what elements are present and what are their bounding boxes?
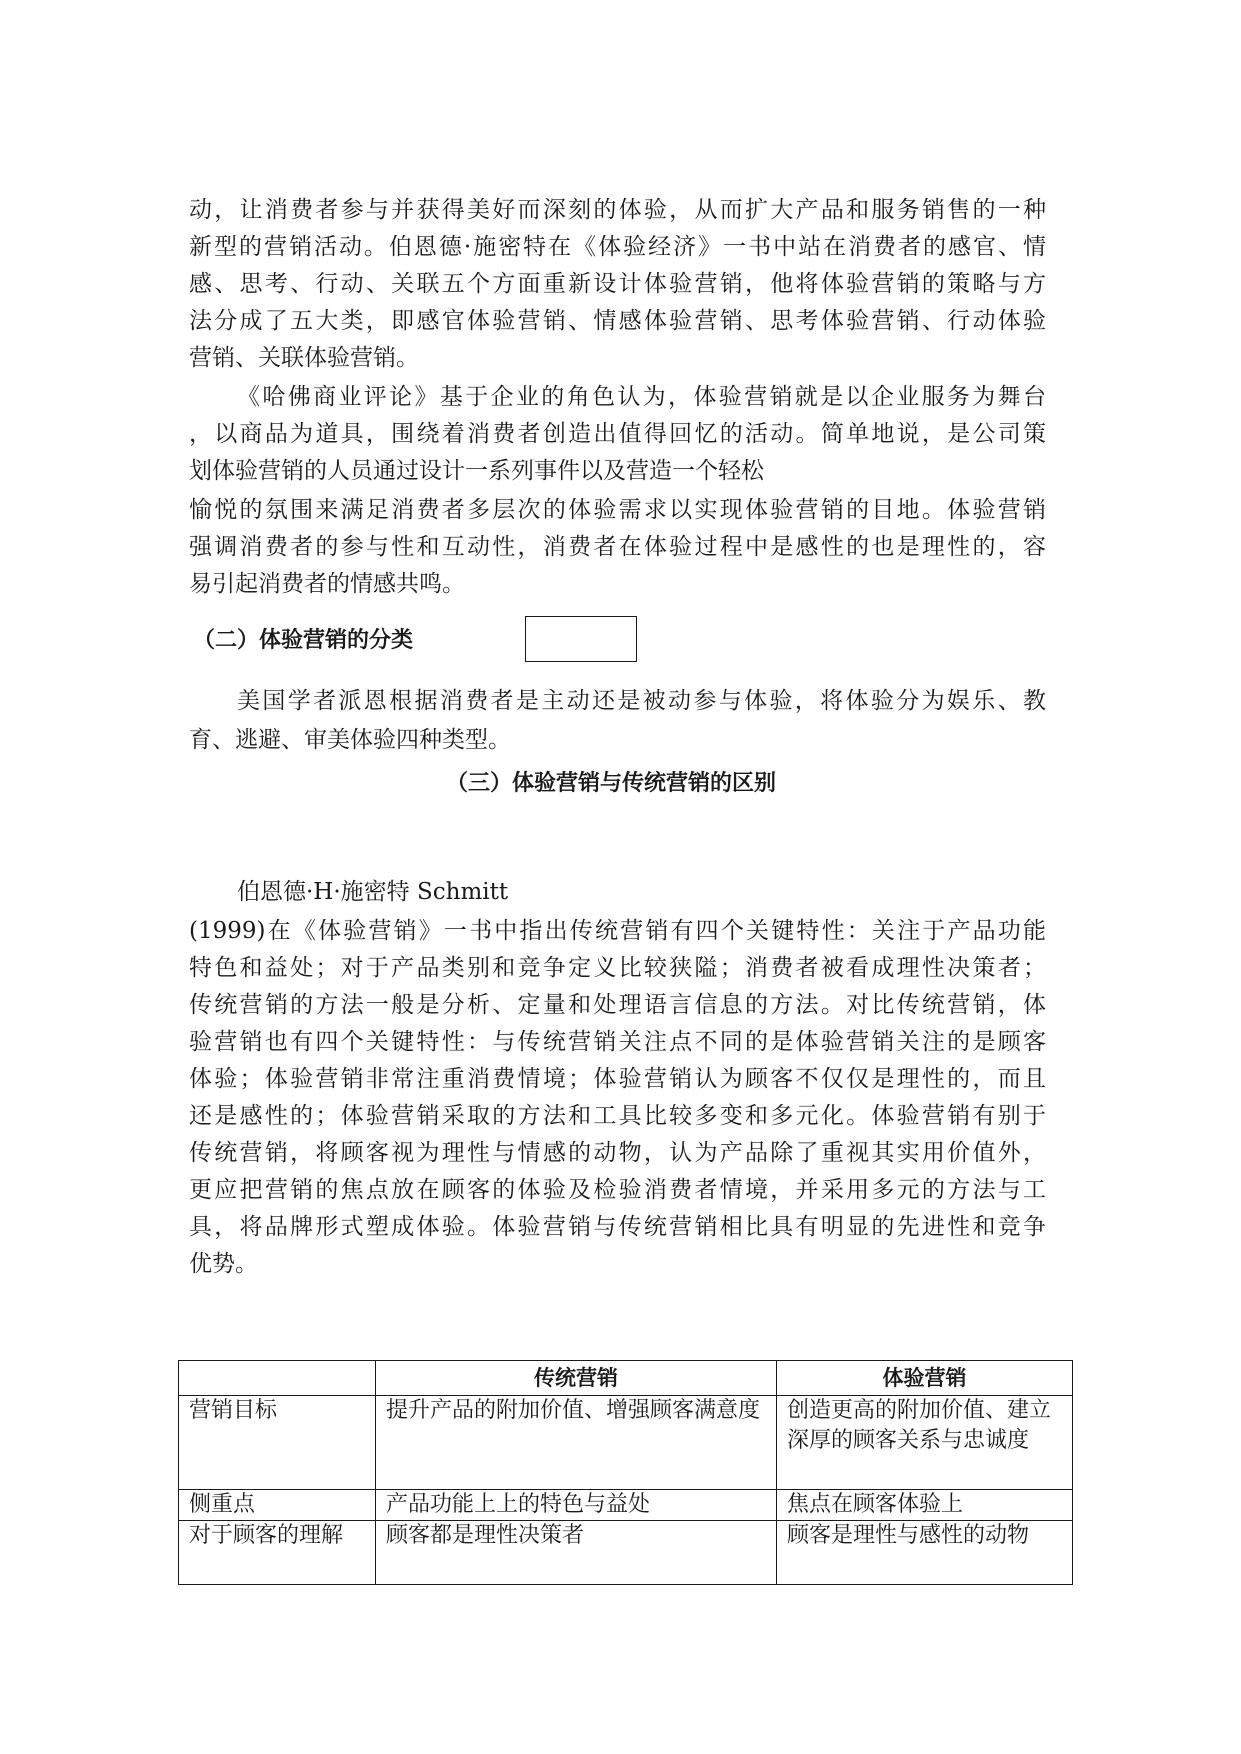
table-row — [179, 1490, 1073, 1521]
table-cell: 顾客都是理性决策者 — [376, 1521, 777, 1585]
table-row — [179, 1396, 1073, 1490]
paragraph-line: 美国学者派恩根据消费者是主动还是被动参与体验，将体验分为娱乐、教 — [237, 688, 1046, 714]
paragraph-line: 新型的营销活动。伯恩德·施密特在《体验经济》一书中站在消费者的感官、情 — [189, 234, 1046, 260]
table-cell: 创造更高的附加价值、建立深厚的顾客关系与忠诚度 — [777, 1396, 1073, 1490]
table-cell: 侧重点 — [179, 1490, 376, 1521]
paragraph-line: 感、思考、行动、关联五个方面重新设计体验营销，他将体验营销的策略与方 — [189, 271, 1046, 297]
table-row — [179, 1521, 1073, 1585]
paragraph-line: 验营销也有四个关键特性：与传统营销关注点不同的是体验营销关注的是顾客 — [189, 1029, 1046, 1055]
table-header-cell — [179, 1361, 376, 1396]
section-heading: （二）体验营销的分类 — [193, 628, 414, 653]
table-header-row — [179, 1361, 1073, 1396]
table-cell: 对于顾客的理解 — [179, 1521, 376, 1585]
paragraph-line: 强调消费者的参与性和互动性，消费者在体验过程中是感性的也是理性的，容 — [189, 534, 1046, 560]
paragraph-line: 法分成了五大类，即感官体验营销、情感体验营销、思考体验营销、行动体验 — [189, 308, 1046, 334]
paragraph-line: 传统营销的方法一般是分析、定量和处理语言信息的方法。对比传统营销，体 — [189, 992, 1046, 1018]
table-cell: 焦点在顾客体验上 — [777, 1490, 1073, 1521]
paragraph-line: 《哈佛商业评论》基于企业的角色认为，体验营销就是以企业服务为舞台 — [237, 384, 1046, 410]
table-header-cell: 体验营销 — [777, 1361, 1073, 1396]
paragraph-line: 传统营销，将顾客视为理性与情感的动物，认为产品除了重视其实用价值外， — [189, 1140, 1046, 1166]
table-cell: 产品功能上上的特色与益处 — [376, 1490, 777, 1521]
paragraph-line: 育、逃避、审美体验四种类型。 — [189, 727, 511, 753]
paragraph-line: 特色和益处；对于产品类别和竞争定义比较狭隘；消费者被看成理性决策者； — [189, 955, 1046, 981]
paragraph-line: 还是感性的；体验营销采取的方法和工具比较多变和多元化。体验营销有别于 — [189, 1103, 1046, 1129]
table-cell: 提升产品的附加价值、增强顾客满意度 — [376, 1396, 777, 1490]
paragraph-line: 动，让消费者参与并获得美好而深刻的体验，从而扩大产品和服务销售的一种 — [189, 197, 1046, 223]
paragraph-line: 具，将品牌形式塑成体验。体验营销与传统营销相比具有明显的先进性和竞争 — [189, 1214, 1046, 1240]
paragraph-line: 体验；体验营销非常注重消费情境；体验营销认为顾客不仅仅是理性的，而且 — [189, 1066, 1046, 1092]
paragraph-line: ，以商品为道具，围绕着消费者创造出值得回忆的活动。简单地说，是公司策 — [189, 421, 1046, 447]
table-cell: 营销目标 — [179, 1396, 376, 1490]
paragraph-line: 更应把营销的焦点放在顾客的体验及检验消费者情境，并采用多元的方法与工 — [189, 1177, 1046, 1203]
paragraph-line: 划体验营销的人员通过设计一系列事件以及营造一个轻松 — [189, 458, 764, 484]
section-heading: （三）体验营销与传统营销的区别 — [446, 771, 777, 796]
paragraph-line: 伯恩德·H·施密特 Schmitt — [237, 879, 509, 905]
table-cell: 顾客是理性与感性的动物 — [777, 1521, 1073, 1585]
paragraph-line: (1999)在《体验营销》一书中指出传统营销有四个关键特性：关注于产品功能 — [189, 918, 1046, 944]
table-header-cell: 传统营销 — [376, 1361, 777, 1396]
paragraph-line: 优势。 — [189, 1251, 258, 1277]
paragraph-line: 营销、关联体验营销。 — [189, 345, 419, 371]
comparison-table — [178, 1360, 1073, 1585]
paragraph-line: 愉悦的氛围来满足消费者多层次的体验需求以实现体验营销的目地。体验营销 — [189, 497, 1046, 523]
empty-box — [525, 616, 637, 662]
paragraph-line: 易引起消费者的情感共鸣。 — [189, 571, 465, 597]
